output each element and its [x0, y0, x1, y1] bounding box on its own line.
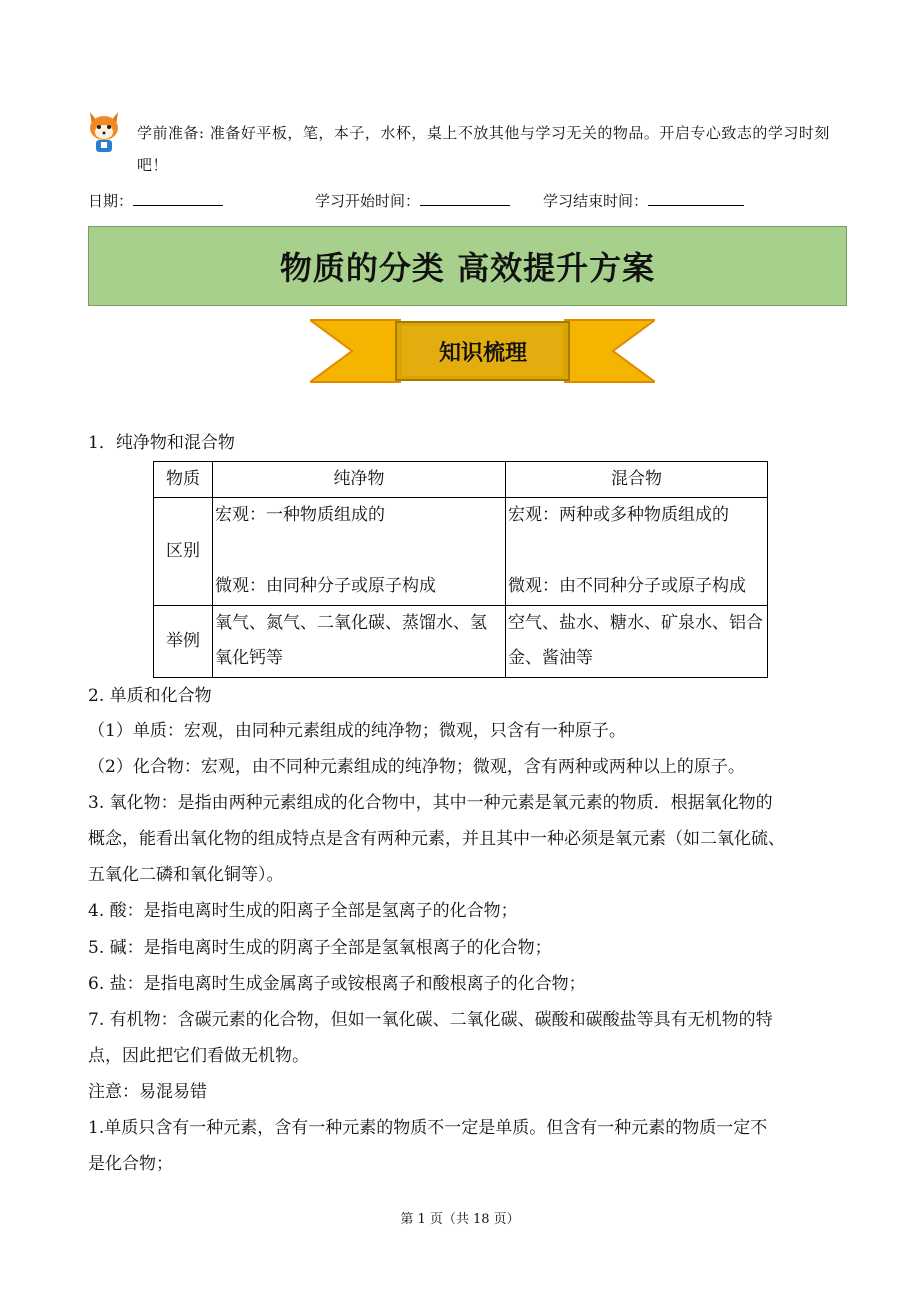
table-cell [506, 498, 768, 606]
text-line: 1.单质只含有一种元素，含有一种元素的物质不一定是单质。但含有一种元素的物质一定不 [88, 1118, 768, 1138]
start-time-blank [420, 191, 510, 206]
text-line: 点，因此把它们看做无机物。 [88, 1046, 309, 1066]
pure-macro: 宏观：一种物质组成的 [215, 505, 385, 525]
text-line: （2）化合物：宏观，由不同种元素组成的纯净物；微观，含有两种或两种以上的原子。 [88, 757, 745, 777]
text-line: 概念，能看出氧化物的组成特点是含有两种元素，并且其中一种必须是氧元素（如二氧化硫、 [88, 829, 785, 849]
text-line: 2. 单质和化合物 [88, 686, 212, 706]
end-time-field [543, 190, 744, 211]
text-line: 是化合物； [88, 1154, 173, 1174]
table-header-cell: 混合物 [506, 462, 768, 498]
comparison-table [153, 461, 768, 678]
mix-macro: 宏观：两种或多种物质组成的 [508, 505, 729, 525]
row-label: 举例 [154, 606, 213, 678]
table-header-cell: 物质 [154, 462, 213, 498]
table-header-row [154, 462, 768, 498]
text-line: 5. 碱：是指电离时生成的阴离子全部是氢氧根离子的化合物； [88, 938, 552, 958]
date-blank [133, 191, 223, 206]
date-label: 日期： [88, 192, 134, 210]
page-title: 物质的分类 高效提升方案 [88, 226, 847, 306]
end-time-label: 学习结束时间： [543, 192, 649, 210]
note-heading: 注意：易混易错 [88, 1082, 207, 1102]
mix-micro: 微观：由不同种分子或原子构成 [508, 576, 746, 596]
text-line: 3. 氧化物：是指由两种元素组成的化合物中，其中一种元素是氧元素的物质．根据氧化物的 [88, 793, 773, 813]
table-row [154, 606, 768, 678]
pure-micro: 微观：由同种分子或原子构成 [215, 576, 436, 596]
text-line: 五氧化二磷和氧化铜等）。 [88, 865, 284, 885]
fox-mascot-icon [86, 110, 122, 154]
date-field [88, 190, 223, 211]
start-time-label: 学习开始时间： [315, 192, 421, 210]
text-line: 6. 盐：是指电离时生成金属离子或铵根离子和酸根离子的化合物； [88, 974, 586, 994]
table-cell [213, 498, 506, 606]
table-header-cell: 纯净物 [213, 462, 506, 498]
end-time-blank [648, 191, 744, 206]
text-line: （1）单质：宏观，由同种元素组成的纯净物；微观，只含有一种原子。 [88, 721, 626, 741]
text-line: 4. 酸：是指电离时生成的阳离子全部是氢离子的化合物； [88, 901, 518, 921]
ribbon-label: 知识梳理 [438, 339, 527, 366]
table-cell: 氧气、氮气、二氧化碳、蒸馏水、氢氧化钙等 [213, 606, 506, 678]
text-line: 7. 有机物：含碳元素的化合物，但如一氧化碳、二氧化碳、碳酸和碳酸盐等具有无机物的特 [88, 1010, 773, 1030]
table-row [154, 498, 768, 606]
table-cell: 空气、盐水、糖水、矿泉水、铝合金、酱油等 [506, 606, 768, 678]
prep-text: 学前准备: 准备好平板，笔，本子，水杯，桌上不放其他与学习无关的物品。开启专心致志的学习时刻吧！ [137, 124, 830, 174]
start-time-field [315, 190, 510, 211]
page-footer: 第 1 页（共 18 页） [400, 1212, 520, 1227]
section-heading: 1．纯净物和混合物 [88, 433, 235, 453]
row-label: 区别 [154, 498, 213, 606]
